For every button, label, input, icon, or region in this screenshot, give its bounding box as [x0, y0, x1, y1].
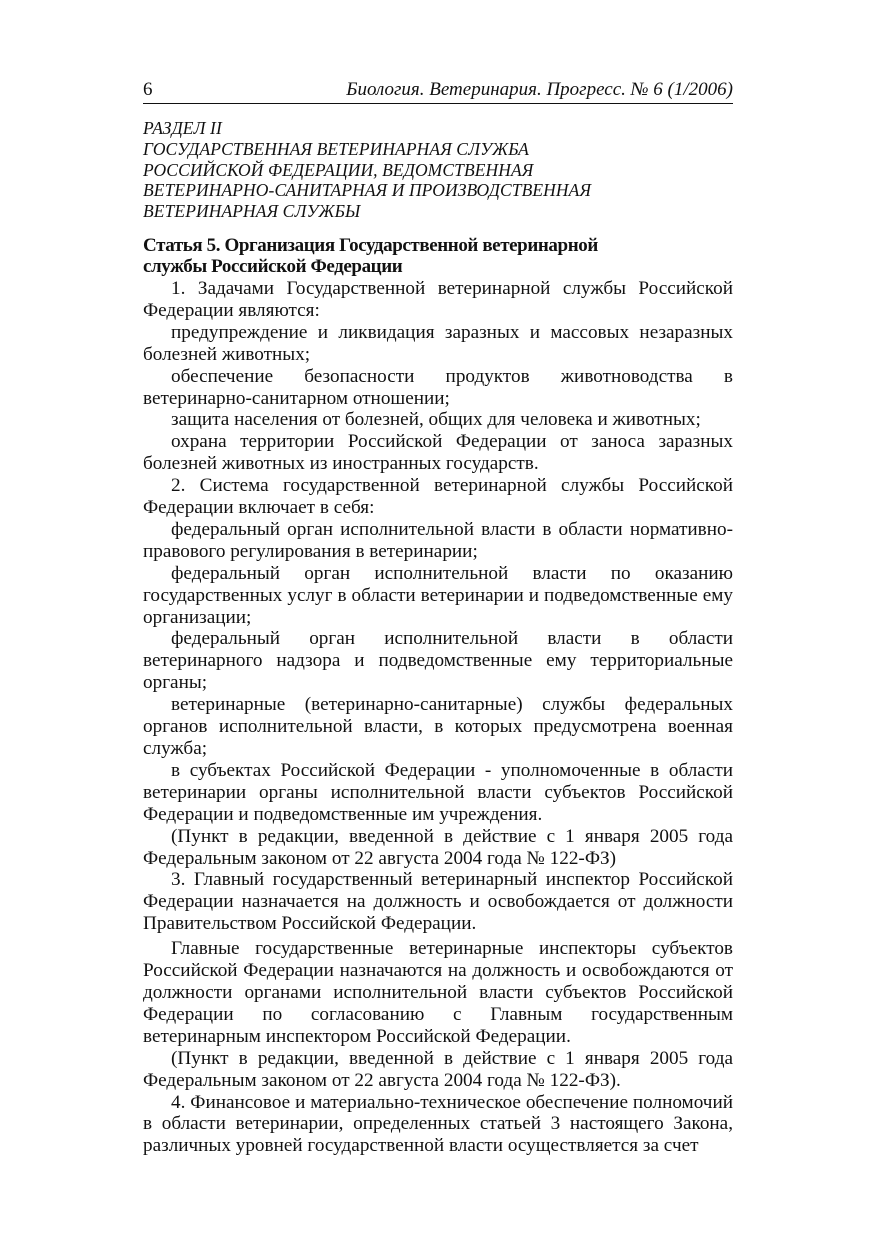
- document-page: [143, 78, 733, 1157]
- paragraph: предупреждение и ликвидация заразных и массовых незаразных болезней животных;: [143, 321, 733, 365]
- paragraph: 2. Система государственной ветеринарной службы Российской Федерации включает в себя:: [143, 475, 733, 519]
- paragraph: ветеринарные (ветеринарно-санитарные) службы федеральных органов исполнительной власти, в которых предусмотрена военная служба;: [143, 694, 733, 760]
- paragraph: 4. Финансовое и материально-техническое обеспечение полномочий в области ветеринарии, определенных статьей 3 настоящего Закона, различных уровней государственной власти осуществляется за счет: [143, 1091, 733, 1157]
- paragraph: обеспечение безопасности продуктов животноводства в ветеринарно-санитарном отношении;: [143, 365, 733, 409]
- section-heading-line: ГОСУДАРСТВЕННАЯ ВЕТЕРИНАРНАЯ СЛУЖБА: [143, 138, 529, 159]
- paragraph: защита населения от болезней, общих для человека и животных;: [171, 409, 701, 431]
- paragraph: в субъектах Российской Федерации - уполномоченные в области ветеринарии органы исполнительной власти субъектов Российской Федерации и подведомственные им учреждения.: [143, 759, 733, 825]
- article-body: [143, 278, 733, 1157]
- running-header: [143, 78, 733, 104]
- paragraph: федеральный орган исполнительной власти в области нормативно-правового регулирования в ветеринарии;: [143, 518, 733, 562]
- section-heading-line: ВЕТЕРИНАРНАЯ СЛУЖБЫ: [143, 201, 361, 222]
- section-heading-line: ВЕТЕРИНАРНО-САНИТАРНАЯ И ПРОИЗВОДСТВЕННАЯ: [143, 180, 592, 201]
- journal-title: Биология. Ветеринария. Прогресс. № 6 (1/2006): [346, 79, 733, 100]
- paragraph: 3. Главный государственный ветеринарный инспектор Российской Федерации назначается на должность и освобождается от должности Правительством Российской Федерации.: [143, 869, 733, 935]
- article-title-line: службы Российской Федерации: [143, 256, 403, 278]
- section-heading-line: РОССИЙСКОЙ ФЕДЕРАЦИИ, ВЕДОМСТВЕННАЯ: [143, 159, 534, 180]
- section-heading-line: РАЗДЕЛ II: [143, 118, 222, 138]
- paragraph: Главные государственные ветеринарные инспекторы субъектов Российской Федерации назначаются на должность и освобождаются от должности органами исполнительной власти субъектов Российской Федерации по согласованию с Главным государственным ветеринарным инспектором Российской Федерации.: [143, 938, 733, 1047]
- page-number: 6: [143, 79, 153, 100]
- paragraph: федеральный орган исполнительной власти в области ветеринарного надзора и подведомственные ему территориальные органы;: [143, 628, 733, 694]
- paragraph: (Пункт в редакции, введенной в действие с 1 января 2005 года Федеральным законом от 22 августа 2004 года № 122-ФЗ): [143, 825, 733, 869]
- paragraph: охрана территории Российской Федерации от заноса заразных болезней животных из иностранных государств.: [143, 431, 733, 475]
- article-title: [143, 235, 733, 278]
- paragraph: федеральный орган исполнительной власти по оказанию государственных услуг в области ветеринарии и подведомственные ему организации;: [143, 562, 733, 628]
- section-heading: [143, 118, 733, 222]
- paragraph: (Пункт в редакции, введенной в действие с 1 января 2005 года Федеральным законом от 22 августа 2004 года № 122-ФЗ).: [143, 1047, 733, 1091]
- paragraph: 1. Задачами Государственной ветеринарной службы Российской Федерации являются:: [143, 277, 733, 321]
- article-title-line: Статья 5. Организация Государственной ветеринарной: [143, 234, 598, 256]
